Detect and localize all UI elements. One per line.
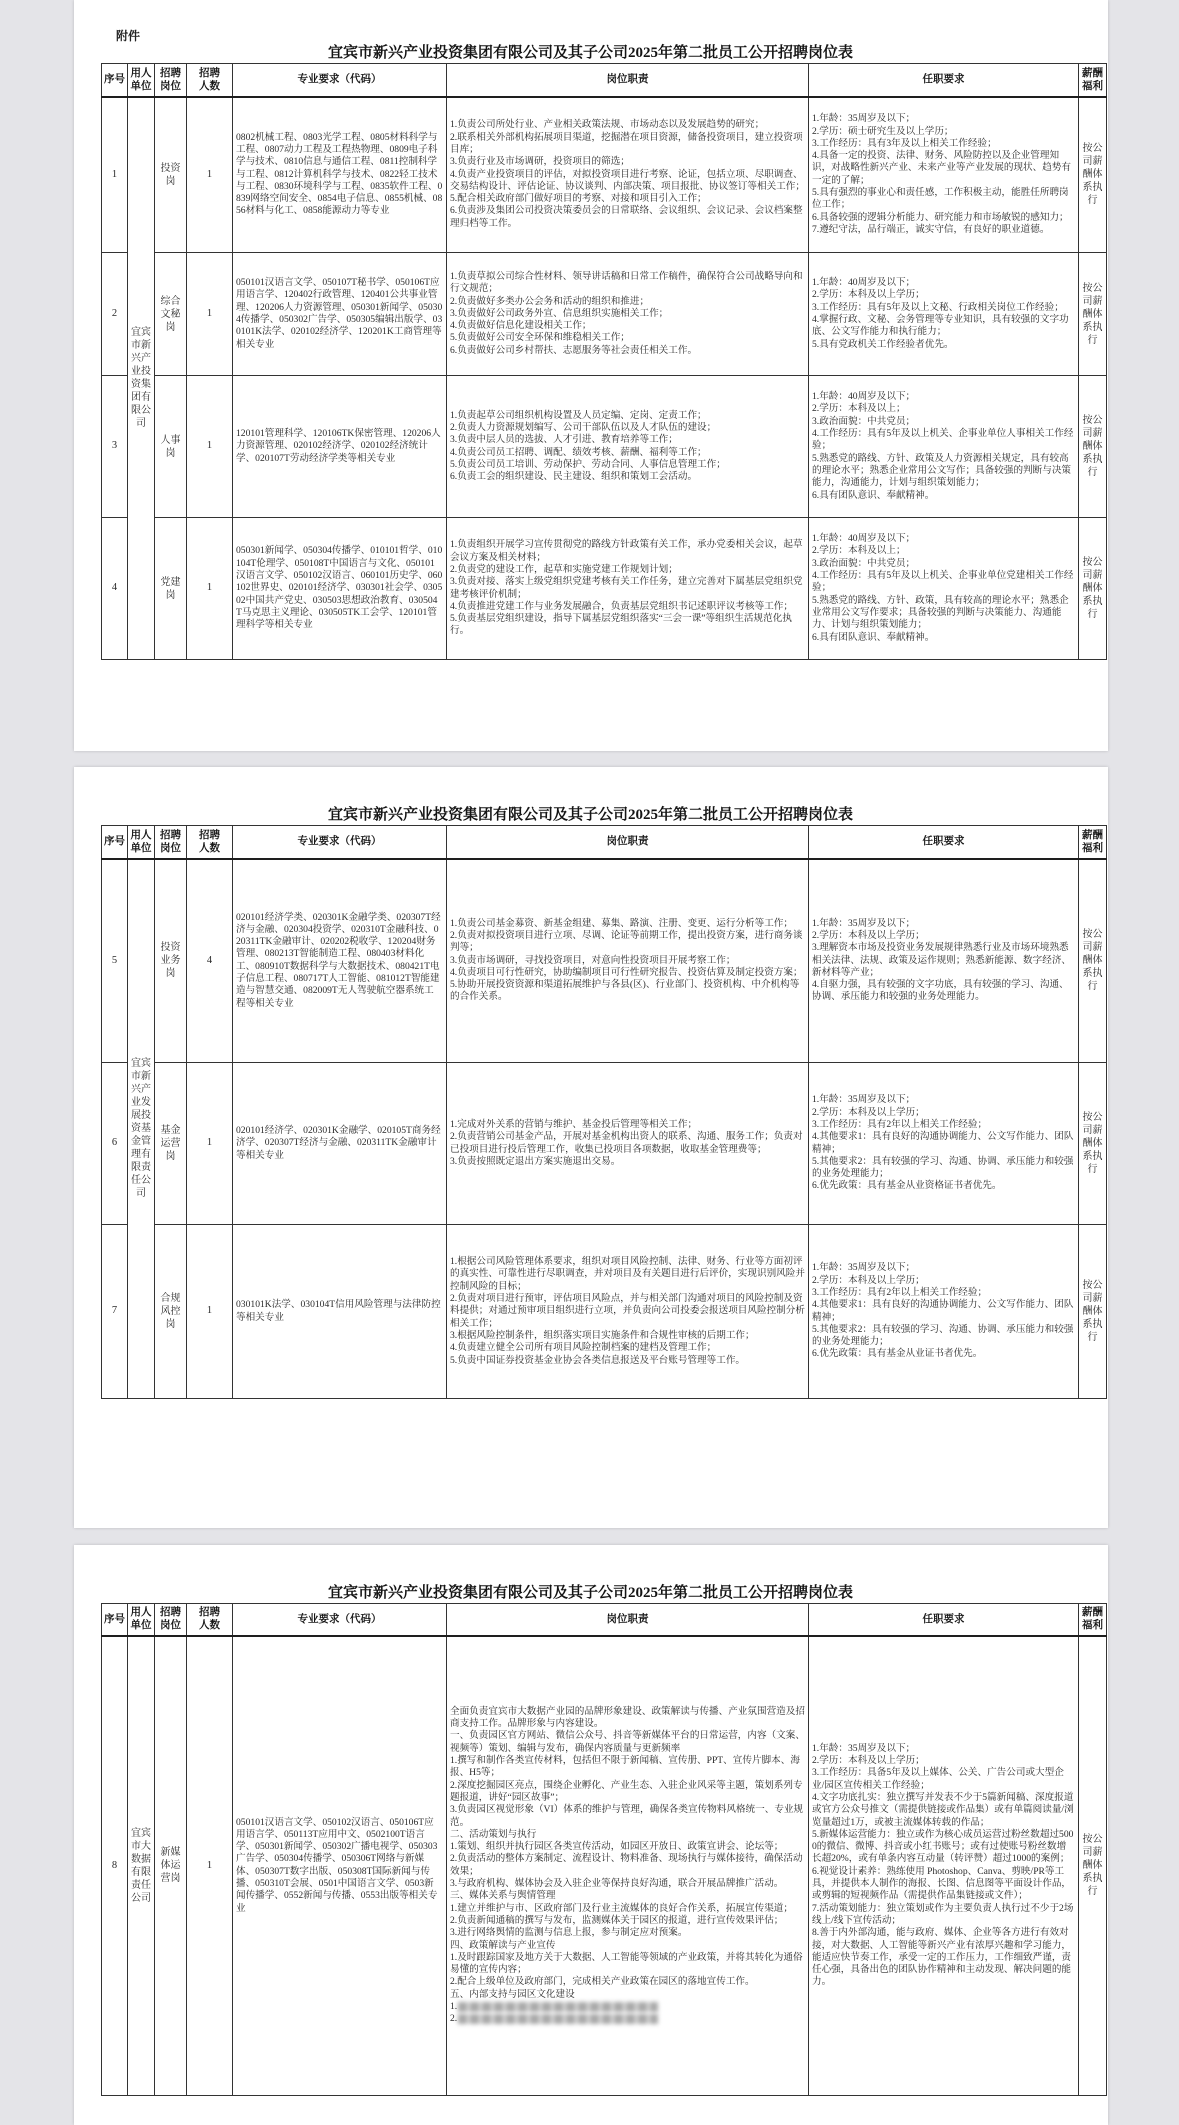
duty-item: 6.负责做好公司乡村帮扶、志愿服务等社会责任相关工作。 bbox=[450, 344, 698, 356]
seq-cell: 4 bbox=[102, 518, 128, 660]
qualification-item: 2.学历：本科及以上； bbox=[812, 545, 906, 557]
position-cell: 投资岗 bbox=[155, 97, 187, 253]
qualification-item: 4.其他要求1：具有良好的沟通协调能力、公文写作能力、团队精神； bbox=[812, 1299, 1074, 1323]
qualification-item: 1.年龄：40周岁及以下； bbox=[812, 277, 916, 289]
duty-item: 3.负责中层人员的选拔、人才引进、教育培养等工作； bbox=[450, 434, 678, 446]
duty-item: 1.策划、组织并执行园区各类宣传活动，如园区开放日、政策宣讲会、论坛等； bbox=[450, 1841, 784, 1853]
duty-item: 1.负责公司所处行业、产业相关政策法规、市场动态以及发展趋势的研究； bbox=[450, 119, 765, 131]
position-cell: 综合文秘岗 bbox=[155, 253, 187, 376]
duties-cell bbox=[447, 1225, 809, 1399]
qualification-item: 5.熟悉党的路线、方针、政策，具有较高的理论水平；熟悉企业常用公文写作要求；具备较强的判断与决策能力、沟通能力、计划与组织策划能力； bbox=[812, 594, 1069, 631]
header-specialty: 专业要求（代码） bbox=[233, 826, 447, 859]
header-count: 招聘人数 bbox=[187, 64, 233, 97]
duty-item: 2.负责对项目进行预审，评估项目风险点，并与相关部门沟通对项目的风险控制及资料提供；对通过预审项目组织进行立项，并负责向公司投委会报送项目风险控制分析相关工作； bbox=[450, 1293, 805, 1329]
qualification-item: 5.具有强烈的事业心和责任感，工作积极主动，能胜任所聘岗位工作； bbox=[812, 187, 1069, 211]
table-row bbox=[102, 1225, 1107, 1399]
qualification-item: 1.年龄：40周岁及以下； bbox=[812, 391, 916, 403]
specialty-cell: 020101经济学类、020301K金融学类、020307T经济与金融、020304投资学、020310T金融科技、020311TK金融审计、020202税收学、120204财务管理、080213T智能制造工程、080403材料化工、080910T数据科学与大数据技术、080421T电子信息工程、080717T人工智能、081012T智能建造与智慧交通、082009T无人驾驶航空器系统工程等相关专业 bbox=[233, 859, 447, 1063]
duties-cell bbox=[447, 97, 809, 253]
qualification-item: 1.年龄：40周岁及以下； bbox=[812, 533, 916, 545]
duty-item: 5.协助开展投资资源和渠道拓展维护与各县(区)、行业部门、投资机构、中介机构等的合作关系。 bbox=[450, 979, 800, 1003]
qualifications-cell bbox=[809, 1636, 1079, 2096]
table-header-row bbox=[102, 1604, 1107, 1636]
duty-item: 全面负责宜宾市大数据产业园的品牌形象建设、政策解读与传播、产业氛围营造及招商支持工作。品牌形象与内容建设。 bbox=[450, 1705, 805, 1730]
qualifications-cell bbox=[809, 376, 1079, 518]
header-duties: 岗位职责 bbox=[447, 826, 809, 859]
duty-item: 4.负责产业投资项目的评估，对拟投资项目进行考察、论证，包括立项、尽职调查、交易结构设计、评估论证、协议谈判、内部决策、项目报批、协议签订等相关工作； bbox=[450, 168, 805, 192]
duty-item: 3.根据风险控制条件，组织落实项目实施条件和合规性审核的后期工作； bbox=[450, 1329, 755, 1341]
recruitment-table bbox=[101, 825, 1107, 1399]
qualification-item: 3.工作经历：具有5年及以上文秘、行政相关岗位工作经验； bbox=[812, 301, 1064, 313]
specialty-cell: 050101汉语言文学、050102汉语言、050106T应用语言学、050113T应用中文、0502100T语言学、050301新闻学、050302广播电视学、050303广告学、050304传播学、050306T网络与新媒体、050307T数字出版、050308T国际新闻与传播、050310T会展、0501中国语言文学、0503新闻传播学、0552新闻与传播、0553出版等相关专业 bbox=[233, 1636, 447, 2096]
qualification-item: 4.具备一定的投资、法律、财务、风险防控以及企业管理知识，对战略性新兴产业、未来产业等产业发展的现状、趋势有一定的了解； bbox=[812, 150, 1072, 186]
seq-cell: 7 bbox=[102, 1225, 128, 1399]
table-row bbox=[102, 97, 1107, 253]
headcount-cell: 1 bbox=[187, 376, 233, 518]
qualification-item: 4.掌握行政、文秘、会务管理等专业知识，具有较强的文字功底、公文写作能力和执行能力； bbox=[812, 314, 1069, 338]
duties-cell bbox=[447, 1063, 809, 1225]
duty-item: 3.负责按照既定退出方案实施退出交易。 bbox=[450, 1155, 621, 1167]
qualification-item: 7.遵纪守法，品行端正，诚实守信，有良好的职业道德。 bbox=[812, 223, 1050, 235]
qualification-item: 6.具有团队意识、奉献精神。 bbox=[812, 631, 935, 643]
qualification-item: 7.活动策划能力：独立策划或作为主要负责人执行过不少于2场线上/线下宣传活动； bbox=[812, 1902, 1074, 1926]
duty-item: 2.负责人力资源规划编写、公司干部队伍以及人才队伍的建设； bbox=[450, 421, 717, 433]
qualification-item: 5.其他要求2：具有较强的学习、沟通、协调、承压能力和较强的业务处理能力； bbox=[812, 1155, 1074, 1180]
qualification-item: 2.学历：硕士研究生及以上学历； bbox=[812, 125, 954, 137]
qualification-item: 3.工作经历：具备5年及以上媒体、公关、广告公司或大型企业/园区宣传相关工作经验； bbox=[812, 1767, 1064, 1791]
attachment-label: 附件 bbox=[116, 29, 141, 43]
duty-item: 6.负责涉及集团公司投资决策委员会的日常联络、会议组织、会议记录、会议档案整理归档等工作。 bbox=[450, 205, 803, 229]
header-employer: 用人单位 bbox=[128, 64, 155, 97]
qualifications-cell bbox=[809, 1063, 1079, 1225]
salary-cell: 按公司薪酬体系执行 bbox=[1079, 518, 1107, 660]
duty-section-heading: 三、媒体关系与舆情管理 bbox=[450, 1890, 556, 1902]
duty-item: 2.负责新闻通稿的撰写与发布，监测媒体关于园区的报道，进行宣传效果评估； bbox=[450, 1914, 784, 1926]
position-cell: 基金运营岗 bbox=[155, 1063, 187, 1225]
redacted-text-blur bbox=[458, 2014, 658, 2024]
qualification-item: 8.善于内外部沟通，能与政府、媒体、企业等各方进行有效对接，对大数据、人工智能等新兴产业有浓厚兴趣和学习能力，能适应快节奏工作，承受一定的工作压力，工作细致严谨，责任心强，具备出色的团队协作精神和主动发现、解决问题的能力。 bbox=[812, 1927, 1072, 1988]
duty-section-heading: 五、内部支持与园区文化建设 bbox=[450, 1988, 575, 2000]
duty-item: 5.负责基层党组织建设，指导下属基层党组织落实“三会一课”等组织生活规范化执行。 bbox=[450, 613, 792, 637]
position-cell: 党建岗 bbox=[155, 518, 187, 660]
duty-item: 5.负责做好公司安全环保和维稳相关工作； bbox=[450, 332, 630, 344]
qualification-item: 5.具有党政机关工作经验者优先。 bbox=[812, 338, 954, 350]
qualification-item: 3.工作经历：具有2年以上相关工作经验； bbox=[812, 1286, 988, 1298]
duty-item: 2.负责党的建设工作，起草和实施党建工作规划计划； bbox=[450, 563, 678, 575]
employer-cell: 宜宾市新兴产业投资集团有限公司 bbox=[128, 97, 155, 660]
duty-item: 一、负责园区官方网站、微信公众号、抖音等新媒体平台的日常运营，内容（文案、视频等）策划、编辑与发布，确保内容质量与更新频率 bbox=[450, 1730, 805, 1754]
qualification-item: 2.学历：本科及以上学历； bbox=[812, 930, 925, 941]
qualification-item: 6.优先政策：具有基金从业资格证书者优先。 bbox=[812, 1180, 1002, 1192]
salary-cell: 按公司薪酬体系执行 bbox=[1079, 1636, 1107, 2096]
qualification-item: 6.优先政策：具有基金从业证书者优先。 bbox=[812, 1348, 983, 1360]
table-row bbox=[102, 518, 1107, 660]
qualification-item: 2.学历：本科及以上学历； bbox=[812, 289, 925, 301]
qualification-item: 1.年龄：35周岁及以下； bbox=[812, 1742, 916, 1754]
duty-item: 3.负责做好公司政务外宣、信息组织实施相关工作； bbox=[450, 307, 669, 319]
duty-item: 1.建立并维护与市、区政府部门及行业主流媒体的良好合作关系，拓展宣传渠道； bbox=[450, 1902, 793, 1914]
header-duties: 岗位职责 bbox=[447, 64, 809, 97]
duty-item: 2.联系相关外部机构拓展项目渠道，挖掘潜在项目资源，储备投资项目，建立投资项目库； bbox=[450, 131, 803, 155]
duties-cell bbox=[447, 518, 809, 660]
qualifications-cell bbox=[809, 859, 1079, 1063]
header-seq: 序号 bbox=[102, 826, 128, 859]
duty-item: 3.负责对接、落实上级党组织党建考核有关工作任务，建立完善对下属基层党组织党建考核评价机制； bbox=[450, 576, 803, 600]
qualification-item: 2.学历：本科及以上学历； bbox=[812, 1106, 925, 1118]
header-salary: 薪酬福利 bbox=[1079, 826, 1107, 859]
table-header-row bbox=[102, 826, 1107, 859]
header-specialty: 专业要求（代码） bbox=[233, 1604, 447, 1636]
seq-cell: 1 bbox=[102, 97, 128, 253]
seq-cell: 3 bbox=[102, 376, 128, 518]
headcount-cell: 1 bbox=[187, 1063, 233, 1225]
specialty-cell: 050101汉语言文学、050107T秘书学、050106T应用语言学、120402行政管理、120401公共事业管理、120206人力资源管理、050301新闻学、050304传播学、050302广告学、050305编辑出版学、030101K法学、020102经济学、120201K工商管理等相关专业 bbox=[233, 253, 447, 376]
document-page-1 bbox=[74, 0, 1108, 751]
duty-item: 4.负责公司员工招聘、调配、绩效考核、薪酬、福利等工作； bbox=[450, 446, 707, 458]
qualification-item: 5.新媒体运营能力：独立或作为核心成员运营过粉丝数超过5000的微信、微博、抖音或小红书账号；或有过使账号粉丝数增长超20%，或有单条内容互动量（转评赞）超过1000的案例； bbox=[812, 1828, 1074, 1865]
duty-item: 5.负责公司员工培训、劳动保护、劳动合同、人事信息管理工作； bbox=[450, 458, 726, 470]
header-count: 招聘人数 bbox=[187, 1604, 233, 1636]
duties-cell bbox=[447, 859, 809, 1063]
duty-section-heading: 四、政策解读与产业宣传 bbox=[450, 1939, 556, 1951]
duties-cell bbox=[447, 1636, 809, 2096]
duty-item: 2.深度挖掘园区亮点，围绕企业孵化、产业生态、入驻企业风采等主题，策划系列专题报道，讲好“园区故事”； bbox=[450, 1779, 803, 1803]
qualification-item: 5.其他要求2：具有较强的学习、沟通、协调、承压能力和较强的业务处理能力； bbox=[812, 1323, 1074, 1348]
duty-item: 4.负责做好信息化建设相关工作； bbox=[450, 320, 592, 332]
redacted-text-blur bbox=[458, 2002, 658, 2012]
qualification-item: 1.年龄：35周岁及以下； bbox=[812, 113, 916, 125]
qualification-item: 4.工作经历：具有5年及以上机关、企事业单位人事相关工作经验； bbox=[812, 428, 1074, 452]
duty-item: 1.撰写和制作各类宣传材料，包括但不限于新闻稿、宣传册、PPT、宣传片脚本、海报、H5等； bbox=[450, 1755, 800, 1779]
specialty-cell: 020101经济学、020301K金融学、020105T商务经济学、020307T经济与金融、020311TK金融审计等相关专业 bbox=[233, 1063, 447, 1225]
page-title: 宜宾市新兴产业投资集团有限公司及其子公司2025年第二批员工公开招聘岗位表 bbox=[327, 1585, 853, 1601]
qualification-item: 2.学历：本科及以上学历； bbox=[812, 1755, 925, 1767]
duty-item: 1.根据公司风险管理体系要求，组织对项目风险控制、法律、财务、行业等方面初评的真实性、可靠性进行尽职调查，并对项目及有关题目进行后评价，实现识别风险并控制风险的目标； bbox=[450, 1256, 805, 1292]
header-position: 招聘岗位 bbox=[155, 826, 187, 859]
duty-item: 1.负责组织开展学习宣传贯彻党的路线方针政策有关工作，承办党委相关会议，起草会议方案及相关材料； bbox=[450, 539, 803, 563]
qualification-item: 5.熟悉党的路线、方针、政策及人力资源相关规定，具有较高的理论水平；熟悉企业常用公文写作；具备较强的判断与决策能力，沟通能力，计划与组织策划能力； bbox=[812, 452, 1072, 489]
header-employer: 用人单位 bbox=[128, 826, 155, 859]
qualification-item: 6.具有团队意识、奉献精神。 bbox=[812, 489, 935, 501]
header-qualifications: 任职要求 bbox=[809, 826, 1079, 859]
qualification-item: 2.学历：本科及以上； bbox=[812, 403, 906, 415]
duty-item: 1.及时跟踪国家及地方关于大数据、人工智能等领域的产业政策，并将其转化为通俗易懂的宣传内容； bbox=[450, 1951, 803, 1976]
recruitment-table bbox=[101, 1603, 1107, 2096]
specialty-cell: 050301新闻学、050304传播学、010101哲学、010104T伦理学、050108T中国语言与文化、050101汉语言文学、050102汉语言、060101历史学、060102世界史、020101经济学、030301社会学、030502中国共产党史、030503思想政治教育、030504T马克思主义理论、030505TK工会学、120101管理科学等相关专业 bbox=[233, 518, 447, 660]
headcount-cell: 1 bbox=[187, 1225, 233, 1399]
duty-item: 4.负责推进党建工作与业务发展融合，负责基层党组织书记述职评议考核等工作； bbox=[450, 600, 793, 612]
header-qualifications: 任职要求 bbox=[809, 64, 1079, 97]
seq-cell: 2 bbox=[102, 253, 128, 376]
header-seq: 序号 bbox=[102, 64, 128, 97]
duty-section-heading: 二、活动策划与执行 bbox=[450, 1828, 537, 1840]
header-seq: 序号 bbox=[102, 1604, 128, 1636]
duties-cell bbox=[447, 253, 809, 376]
duty-item: 3.负责市场调研，寻找投资项目，对意向性投资项目开展考察工作； bbox=[450, 954, 736, 966]
qualification-item: 4.其他要求1：具有良好的沟通协调能力、公文写作能力、团队精神； bbox=[812, 1131, 1074, 1155]
seq-cell: 6 bbox=[102, 1063, 128, 1225]
duty-item: 5.配合相关政府部门做好项目的考察、对接和项目引入工作； bbox=[450, 193, 707, 205]
qualification-item: 2.学历：本科及以上学历； bbox=[812, 1274, 925, 1286]
position-cell: 人事岗 bbox=[155, 376, 187, 518]
header-position: 招聘岗位 bbox=[155, 1604, 187, 1636]
salary-cell: 按公司薪酬体系执行 bbox=[1079, 859, 1107, 1063]
table-header-row bbox=[102, 64, 1107, 97]
qualification-item: 1.年龄：35周岁及以下； bbox=[812, 1094, 916, 1106]
qualification-item: 3.政治面貌：中共党员； bbox=[812, 415, 916, 427]
specialty-cell: 030101K法学、030104T信用风险管理与法律防控等相关专业 bbox=[233, 1225, 447, 1399]
headcount-cell: 1 bbox=[187, 518, 233, 660]
header-salary: 薪酬福利 bbox=[1079, 1604, 1107, 1636]
header-qualifications: 任职要求 bbox=[809, 1604, 1079, 1636]
employer-cell: 宜宾市大数据有限责任公司 bbox=[128, 1636, 155, 2096]
duty-item-prefix: 2. bbox=[450, 2013, 458, 2025]
qualification-item: 6.具备较强的逻辑分析能力、研究能力和市场敏锐的感知力； bbox=[812, 211, 1069, 223]
duty-item: 2.配合上级单位及政府部门，完成相关产业政策在园区的落地宣传工作。 bbox=[450, 1976, 755, 1988]
seq-cell: 5 bbox=[102, 859, 128, 1063]
header-position: 招聘岗位 bbox=[155, 64, 187, 97]
header-salary: 薪酬福利 bbox=[1079, 64, 1107, 97]
qualifications-cell bbox=[809, 97, 1079, 253]
qualification-item: 3.理解资本市场及投资业务发展规律熟悉行业及市场环境熟悉相关法律、法规、政策及运作规则；熟悉新能源、数字经济、新材料等产业； bbox=[812, 942, 1072, 978]
table-row bbox=[102, 376, 1107, 518]
header-specialty: 专业要求（代码） bbox=[233, 64, 447, 97]
duty-item-prefix: 1. bbox=[450, 2001, 458, 2013]
page-title: 宜宾市新兴产业投资集团有限公司及其子公司2025年第二批员工公开招聘岗位表 bbox=[327, 807, 853, 823]
duty-item: 2.负责做好多类办公会务和活动的组织和推进； bbox=[450, 295, 650, 307]
duty-item: 6.负责工会的组织建设、民主建设、组织和策划工会活动。 bbox=[450, 471, 698, 483]
duty-item: 4.负责项目可行性研究，协助编制项目可行性研究报告、投资估算及制定投资方案； bbox=[450, 966, 803, 978]
specialty-cell: 120101管理科学、120106TK保密管理、120206人力资源管理、020102经济学、020102经济统计学、020107T劳动经济学类等相关专业 bbox=[233, 376, 447, 518]
duty-item: 5.负责中国证券投资基金业协会各类信息报送及平台账号管理等工作。 bbox=[450, 1354, 746, 1366]
duty-item-redacted bbox=[450, 2001, 805, 2013]
headcount-cell: 4 bbox=[187, 859, 233, 1063]
duty-item: 3.进行网络舆情的监测与信息上报，参与制定应对预案。 bbox=[450, 1927, 688, 1939]
page-title: 宜宾市新兴产业投资集团有限公司及其子公司2025年第二批员工公开招聘岗位表 bbox=[327, 45, 853, 61]
duty-item: 1.完成对外关系的营销与维护、基金投后管理等相关工作； bbox=[450, 1118, 698, 1130]
qualification-item: 3.工作经历：具有2年以上相关工作经验； bbox=[812, 1118, 988, 1130]
qualification-item: 3.政治面貌：中共党员； bbox=[812, 557, 916, 569]
qualifications-cell bbox=[809, 518, 1079, 660]
qualification-item: 4.工作经历：具有5年及以上机关、企事业单位党建相关工作经验； bbox=[812, 570, 1074, 594]
header-count: 招聘人数 bbox=[187, 826, 233, 859]
duty-item: 2.负责对拟投资项目进行立项、尽调、论证等前期工作，提出投资方案，进行商务谈判等； bbox=[450, 930, 803, 954]
duty-item: 2.负责营销公司基金产品，开展对基金机构出资人的联系、沟通、服务工作；负责对已投项目进行投后管理工作，收集已投项目各项数据，收取基金管理费等； bbox=[450, 1131, 803, 1155]
salary-cell: 按公司薪酬体系执行 bbox=[1079, 97, 1107, 253]
salary-cell: 按公司薪酬体系执行 bbox=[1079, 1063, 1107, 1225]
document-page-2 bbox=[74, 767, 1108, 1528]
position-cell: 投资业务岗 bbox=[155, 859, 187, 1063]
qualifications-cell bbox=[809, 1225, 1079, 1399]
header-employer: 用人单位 bbox=[128, 1604, 155, 1636]
duty-item: 1.负责公司基金募资、新基金组建、募集、路演、注册、变更、运行分析等工作； bbox=[450, 917, 793, 929]
duty-item: 3.负责行业及市场调研，投资项目的筛选； bbox=[450, 156, 630, 168]
headcount-cell: 1 bbox=[187, 1636, 233, 2096]
qualification-item: 1.年龄：35周岁及以下； bbox=[812, 1262, 916, 1274]
position-cell: 新媒体运营岗 bbox=[155, 1636, 187, 2096]
duty-item-redacted bbox=[450, 2013, 805, 2025]
qualification-item: 6.视觉设计素养：熟练使用 Photoshop、Canva、剪映/PR等工具，并提供本人制作的海报、长图、信息图等平面设计作品，或剪辑的短视频作品（需提供作品集链接或文件）； bbox=[812, 1865, 1072, 1902]
qualification-item: 1.年龄：35周岁及以下； bbox=[812, 917, 916, 929]
table-row bbox=[102, 859, 1107, 1063]
table-row bbox=[102, 253, 1107, 376]
specialty-cell: 0802机械工程、0803光学工程、0805材料科学与工程、0807动力工程及工程热物理、0809电子科学与技术、0810信息与通信工程、0811控制科学与工程、0812计算机科学与技术、0822轻工技术与工程、0830环境科学与工程、0835软件工程、0839网络空间安全、0854电子信息、0855机械、0856材料与化工、0858能源动力等专业 bbox=[233, 97, 447, 253]
salary-cell: 按公司薪酬体系执行 bbox=[1079, 1225, 1107, 1399]
employer-cell: 宜宾市新兴产业发展投资基金管理有限责任公司 bbox=[128, 859, 155, 1399]
duty-item: 3.与政府机构、媒体协会及入驻企业等保持良好沟通，联合开展品牌推广活动。 bbox=[450, 1878, 784, 1890]
header-duties: 岗位职责 bbox=[447, 1604, 809, 1636]
duty-item: 4.负责建立健全公司所有项目风险控制档案的建档及管理工作； bbox=[450, 1342, 717, 1354]
qualifications-cell bbox=[809, 253, 1079, 376]
headcount-cell: 1 bbox=[187, 97, 233, 253]
salary-cell: 按公司薪酬体系执行 bbox=[1079, 253, 1107, 376]
headcount-cell: 1 bbox=[187, 253, 233, 376]
qualification-item: 3.工作经历：具有3年及以上相关工作经验； bbox=[812, 137, 997, 149]
duty-item: 3.负责园区视觉形象（VI）体系的维护与管理，确保各类宣传物料风格统一、专业规范。 bbox=[450, 1804, 804, 1828]
document-page-3 bbox=[74, 1545, 1108, 2125]
duty-item: 2.负责活动的整体方案制定、流程设计、物料准备、现场执行与媒体接待，确保活动效果； bbox=[450, 1853, 803, 1877]
table-row bbox=[102, 1063, 1107, 1225]
recruitment-table bbox=[101, 63, 1107, 660]
duties-cell bbox=[447, 376, 809, 518]
table-row bbox=[102, 1636, 1107, 2096]
qualification-item: 4.文字功底扎实：独立撰写并发表不少于5篇新闻稿、深度报道或官方公众号推文（需提供链接或作品集）或有单篇阅读量/浏览量超过1万，或被主流媒体转载的作品； bbox=[812, 1791, 1074, 1828]
qualification-item: 4.自驱力强，具有较强的文字功底，具有较强的学习、沟通、协调、承压能力和较强的业务处理能力。 bbox=[812, 979, 1069, 1003]
duty-item: 1.负责起草公司组织机构设置及人员定编、定岗、定责工作； bbox=[450, 409, 707, 421]
duty-item: 1.负责草拟公司综合性材料、领导讲话稿和日常工作稿件，确保符合公司战略导向和行文规范； bbox=[450, 270, 803, 295]
seq-cell: 8 bbox=[102, 1636, 128, 2096]
salary-cell: 按公司薪酬体系执行 bbox=[1079, 376, 1107, 518]
position-cell: 合规风控岗 bbox=[155, 1225, 187, 1399]
